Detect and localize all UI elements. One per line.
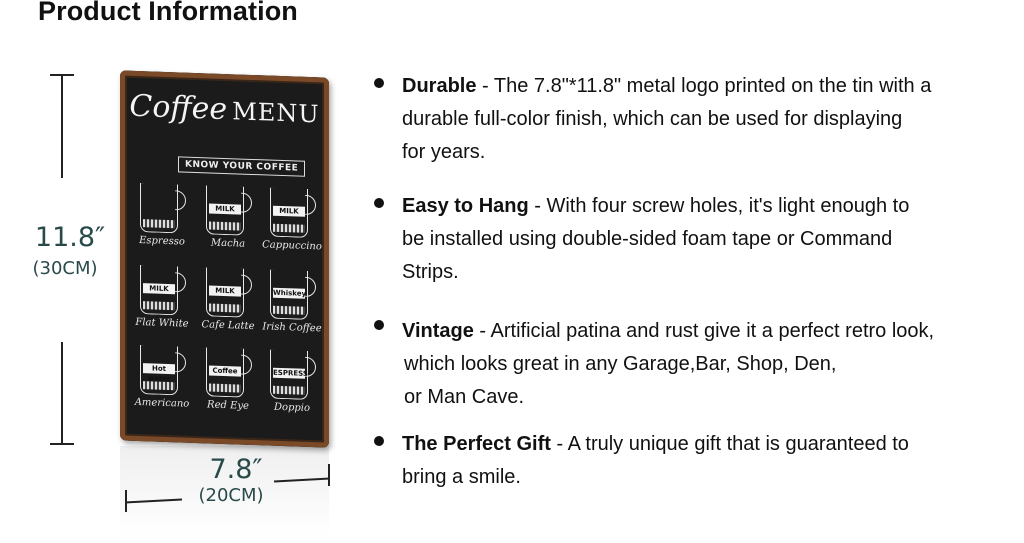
height-metric: (30CM) <box>32 258 98 279</box>
cup-handle <box>305 357 316 377</box>
page-title: Product Information <box>38 0 298 26</box>
cup-body <box>140 265 178 315</box>
cup-body <box>206 267 244 317</box>
sign-subtitle: KNOW YOUR COFFEE <box>178 156 305 176</box>
cup-label: Hot water <box>143 363 175 374</box>
width-metric: (20CM) <box>198 485 264 506</box>
bullet-icon <box>374 78 384 88</box>
bullet-icon <box>374 320 384 330</box>
feature-line: which looks great in any Garage,Bar, Shop, Den, <box>404 353 837 375</box>
sign-title-script: Coffee <box>129 88 228 128</box>
drink-cup <box>202 181 254 255</box>
cup-layer <box>273 386 305 395</box>
drink-name: Americano <box>134 396 190 410</box>
sign-title-caps: MENU <box>232 97 320 129</box>
sign-title <box>120 88 329 130</box>
coffee-menu-sign-image <box>120 70 329 447</box>
feature-line: durable full-color finish, which can be used for displaying <box>402 108 903 130</box>
cup-label: MILK <box>143 283 175 294</box>
feature-title: Easy to Hang <box>402 195 529 217</box>
cup-label: MILK <box>209 285 241 296</box>
drink-cup <box>202 343 254 417</box>
cup-layer <box>273 224 305 233</box>
cup-label: Whiskey <box>273 288 307 298</box>
feature-line: or Man Cave. <box>404 386 525 408</box>
cup-layer <box>143 219 175 228</box>
drink-name: Doppio <box>273 401 311 414</box>
cup-body <box>206 347 244 397</box>
feature-title: Vintage <box>402 320 474 342</box>
bullet-icon <box>374 436 384 446</box>
dimension-cap-right <box>328 464 330 486</box>
width-value: 7.8″ <box>209 454 263 485</box>
drink-cup <box>136 179 188 253</box>
cup-handle <box>175 272 186 292</box>
drink-name: Irish Coffee <box>262 321 322 335</box>
drink-name: Espresso <box>139 235 185 248</box>
cup-body <box>270 188 308 238</box>
cup-handle <box>305 277 316 297</box>
feature-line: for years. <box>402 141 486 163</box>
cup-handle <box>305 195 316 215</box>
feature-text: - A truly unique gift that is guaranteed to <box>550 433 909 455</box>
drink-name: Flat White <box>135 316 189 330</box>
cup-layer <box>209 383 241 392</box>
dimension-line-top <box>61 74 63 178</box>
cup-handle <box>175 352 186 372</box>
cup-body <box>270 350 314 400</box>
feature-line <box>402 428 1002 461</box>
cup-layer <box>143 301 175 310</box>
feature-line: Strips. <box>402 261 459 283</box>
feature-line: be installed using double-sided foam tape or Command <box>402 228 893 250</box>
cup-handle <box>241 275 252 295</box>
cup-label: MILK <box>273 206 305 217</box>
drink-cup <box>262 183 322 257</box>
dimension-cap-bottom <box>50 443 74 445</box>
feature-title: The Perfect Gift <box>402 433 551 455</box>
feature-line <box>402 315 1002 348</box>
drink-cup <box>266 345 318 419</box>
cup-body <box>140 345 178 395</box>
cup-handle <box>175 190 186 210</box>
bullet-icon <box>374 198 384 208</box>
cup-handle <box>241 355 252 375</box>
cup-body <box>140 183 178 233</box>
cup-label: MILK <box>209 203 241 214</box>
drink-name: Cafe Latte <box>201 319 255 333</box>
cup-label: Coffee <box>209 365 241 376</box>
drink-name: Cappuccino <box>262 239 322 253</box>
drink-cup <box>262 265 322 339</box>
drink-cup <box>136 341 188 415</box>
cup-layer <box>209 303 241 312</box>
drink-cup <box>202 263 254 337</box>
cup-layer <box>209 221 241 230</box>
feature-title: Durable <box>402 75 477 97</box>
cup-body <box>206 185 244 235</box>
height-value: 11.8″ <box>34 222 106 253</box>
drink-cup <box>136 261 188 335</box>
feature-text: - Artificial patina and rust give it a perfect retro look, <box>473 320 935 342</box>
feature-text: - The 7.8"*11.8" metal logo printed on the tin with a <box>476 75 932 97</box>
feature-text: - With four screw holes, it's light enough to <box>528 195 910 217</box>
cup-body <box>270 270 308 320</box>
feature-line: bring a smile. <box>402 466 521 488</box>
dimension-line-bottom <box>61 342 63 444</box>
cup-label: ESPRESSO <box>273 368 314 379</box>
cup-layer <box>273 306 305 315</box>
feature-line <box>402 190 1002 223</box>
feature-line <box>402 70 1002 103</box>
drink-name: Red Eye <box>207 399 249 412</box>
drink-name: Macha <box>210 237 246 250</box>
cup-handle <box>241 193 252 213</box>
